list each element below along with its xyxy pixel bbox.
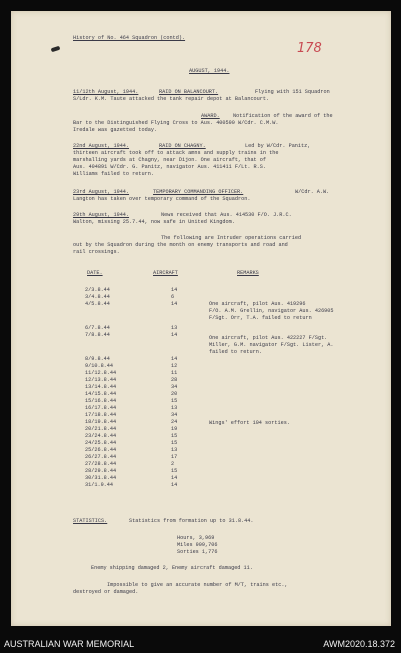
row-date: 15/16.8.44	[85, 398, 117, 404]
statistics-hours: Hours, 3,969	[177, 535, 215, 541]
row-aircraft: 13	[171, 405, 178, 411]
remark-text: F/O. A.M. Grellin, navigator Aus. 426905	[209, 308, 334, 314]
raid2-text: thirteen aircraft took off to attack amns and supply trains in the	[73, 150, 279, 156]
row-aircraft: 2	[171, 461, 175, 467]
raid2-text: Led by W/Cdr. Panitz,	[245, 143, 311, 149]
row-aircraft: 14	[171, 287, 178, 293]
row-aircraft: 15	[171, 398, 178, 404]
table-row	[11, 384, 391, 390]
closing-text: Impossible to give an accurate number of M/T, trains etc.,	[107, 582, 288, 588]
raid1-text: Flying with 151 Squadron	[255, 89, 330, 95]
intruder-intro: rail crossings.	[73, 249, 120, 255]
table-row	[11, 475, 391, 481]
pin-mark	[51, 46, 61, 53]
raid1-date: 11/12th August, 1944.	[73, 89, 139, 95]
table-row	[11, 287, 391, 293]
table-header-date: DATE.	[87, 270, 103, 276]
news-text: Walton, missing 25.7.44, now safe in United Kingdom.	[73, 219, 235, 225]
row-aircraft: 14	[171, 475, 178, 481]
table-row	[11, 426, 391, 432]
table-row	[11, 468, 391, 474]
row-date: 9/10.8.44	[85, 363, 114, 369]
row-date: 24/25.8.44	[85, 440, 117, 446]
row-date: 13/14.8.44	[85, 384, 117, 390]
row-aircraft: 24	[171, 419, 178, 425]
footer-catalogue-number: AWM2020.18.372	[323, 639, 395, 649]
command-heading: TEMPORARY COMMANDING OFFICER.	[153, 189, 244, 195]
table-row	[11, 325, 391, 331]
table-row	[11, 433, 391, 439]
table-header-aircraft: AIRCRAFT	[153, 270, 178, 276]
row-date: 14/15.8.44	[85, 391, 117, 397]
intruder-intro: The following are Intruder operations carried	[161, 235, 302, 241]
statistics-text: Statistics from formation up to 31.8.44.	[129, 518, 254, 524]
row-date: 3/4.8.44	[85, 294, 110, 300]
row-aircraft: 15	[171, 468, 178, 474]
row-date: 2/3.8.44	[85, 287, 110, 293]
table-row	[11, 447, 391, 453]
row-aircraft: 14	[171, 301, 178, 307]
intruder-intro: out by the Squadron during the month on enemy transports and road and	[73, 242, 288, 248]
row-aircraft: 14	[171, 482, 178, 488]
raid2-heading: RAID ON CHAGNY.	[159, 143, 206, 149]
raid2-date: 22nd August, 1944.	[73, 143, 130, 149]
table-row	[11, 301, 391, 307]
command-text: Langton has taken over temporary command of the Squadron.	[73, 196, 251, 202]
row-date: 6/7.8.44	[85, 325, 110, 331]
row-date: 12/13.8.44	[85, 377, 117, 383]
remark-text: F/Sgt. Orr, T.A. failed to return	[209, 315, 312, 321]
raid2-text: marshalling yards at Chagny, near Dijon. One aircraft, that of	[73, 157, 267, 163]
row-date: 16/17.8.44	[85, 405, 117, 411]
row-date: 26/27.8.44	[85, 454, 117, 460]
row-aircraft: 19	[171, 426, 178, 432]
document-page	[11, 11, 391, 626]
row-date: 27/28.8.44	[85, 461, 117, 467]
award-text: Notification of the award of the	[233, 113, 333, 119]
row-date: 18/19.8.44	[85, 419, 117, 425]
award-text: Bar to the Distinguished Flying Cross to Aus. 400590 W/Cdr. C.M.W.	[73, 120, 279, 126]
table-row	[11, 482, 391, 488]
row-aircraft: 34	[171, 412, 178, 418]
table-row	[11, 419, 391, 425]
table-row	[11, 461, 391, 467]
row-aircraft: 13	[171, 325, 178, 331]
folio-number: 178	[297, 41, 322, 56]
row-aircraft: 34	[171, 384, 178, 390]
row-date: 23/24.8.44	[85, 433, 117, 439]
table-row	[11, 294, 391, 300]
row-aircraft: 14	[171, 332, 178, 338]
row-date: 30/31.8.44	[85, 475, 117, 481]
table-row	[11, 391, 391, 397]
row-date: 25/26.8.44	[85, 447, 117, 453]
remark-text: failed to return.	[209, 349, 262, 355]
row-aircraft: 15	[171, 433, 178, 439]
row-aircraft: 28	[171, 377, 178, 383]
award-text: Iredale was gazetted today.	[73, 127, 158, 133]
row-date: 31/1.9.44	[85, 482, 114, 488]
row-aircraft: 13	[171, 447, 178, 453]
row-date: 28/29.8.44	[85, 468, 117, 474]
statistics-heading: STATISTICS.	[73, 518, 108, 524]
table-row	[11, 363, 391, 369]
row-date: 17/18.8.44	[85, 412, 117, 418]
news-date: 29th August, 1944.	[73, 212, 130, 218]
statistics-sorties: Sorties 1,776	[177, 549, 218, 555]
row-aircraft: 6	[171, 294, 175, 300]
document-title: History of No. 464 Squadron (contd).	[73, 35, 186, 41]
raid1-heading: RAID ON BALANCOURT.	[159, 89, 219, 95]
statistics-miles: Miles 909,706	[177, 542, 218, 548]
remark-text: Miller, G.M. navigator F/Sgt. Lister, A.	[209, 342, 334, 348]
row-date: 4/5.8.44	[85, 301, 110, 307]
remark-text: One aircraft, pilot Aus. 419296	[209, 301, 306, 307]
row-aircraft: 12	[171, 363, 178, 369]
row-date: 20/21.8.44	[85, 426, 117, 432]
month-heading: AUGUST, 1944.	[189, 68, 230, 74]
remark-text: Wings' effort 104 sorties.	[209, 420, 290, 426]
table-row	[11, 412, 391, 418]
table-row	[11, 398, 391, 404]
remark-text: One aircraft, pilot Aus. 422227 F/Sgt.	[209, 335, 328, 341]
raid2-text: Aus. 404891 W/Cdr. G. Panitz, navigator Aus. 411411 F/Lt. R.S.	[73, 164, 267, 170]
row-date: 11/12.8.44	[85, 370, 117, 376]
row-aircraft: 11	[171, 370, 178, 376]
row-aircraft: 14	[171, 356, 178, 362]
table-row	[11, 440, 391, 446]
table-row	[11, 370, 391, 376]
footer-institution: AUSTRALIAN WAR MEMORIAL	[4, 639, 135, 649]
row-date: 7/8.8.44	[85, 332, 110, 338]
table-row	[11, 405, 391, 411]
raid2-text: Williams failed to return.	[73, 171, 154, 177]
damage-text: Enemy shipping damaged 2, Enemy aircraft damaged 11.	[91, 565, 253, 571]
command-date: 23rd August, 1944.	[73, 189, 130, 195]
archive-footer	[0, 637, 401, 653]
command-text: W/Cdr. A.W.	[295, 189, 330, 195]
closing-text: destroyed or damaged.	[73, 589, 139, 595]
table-header-remarks: REMARKS	[237, 270, 259, 276]
row-aircraft: 17	[171, 454, 178, 460]
row-date: 8/9.8.44	[85, 356, 110, 362]
table-row	[11, 454, 391, 460]
award-heading: AWARD.	[201, 113, 220, 119]
raid1-text: S/Ldr. K.M. Taute attacked the tank repair depot at Balancourt.	[73, 96, 270, 102]
row-aircraft: 20	[171, 391, 178, 397]
table-row	[11, 377, 391, 383]
row-aircraft: 15	[171, 440, 178, 446]
table-row	[11, 332, 391, 338]
news-text: News received that Aus. 414530 F/O. J.R.C.	[161, 212, 292, 218]
table-row	[11, 356, 391, 362]
